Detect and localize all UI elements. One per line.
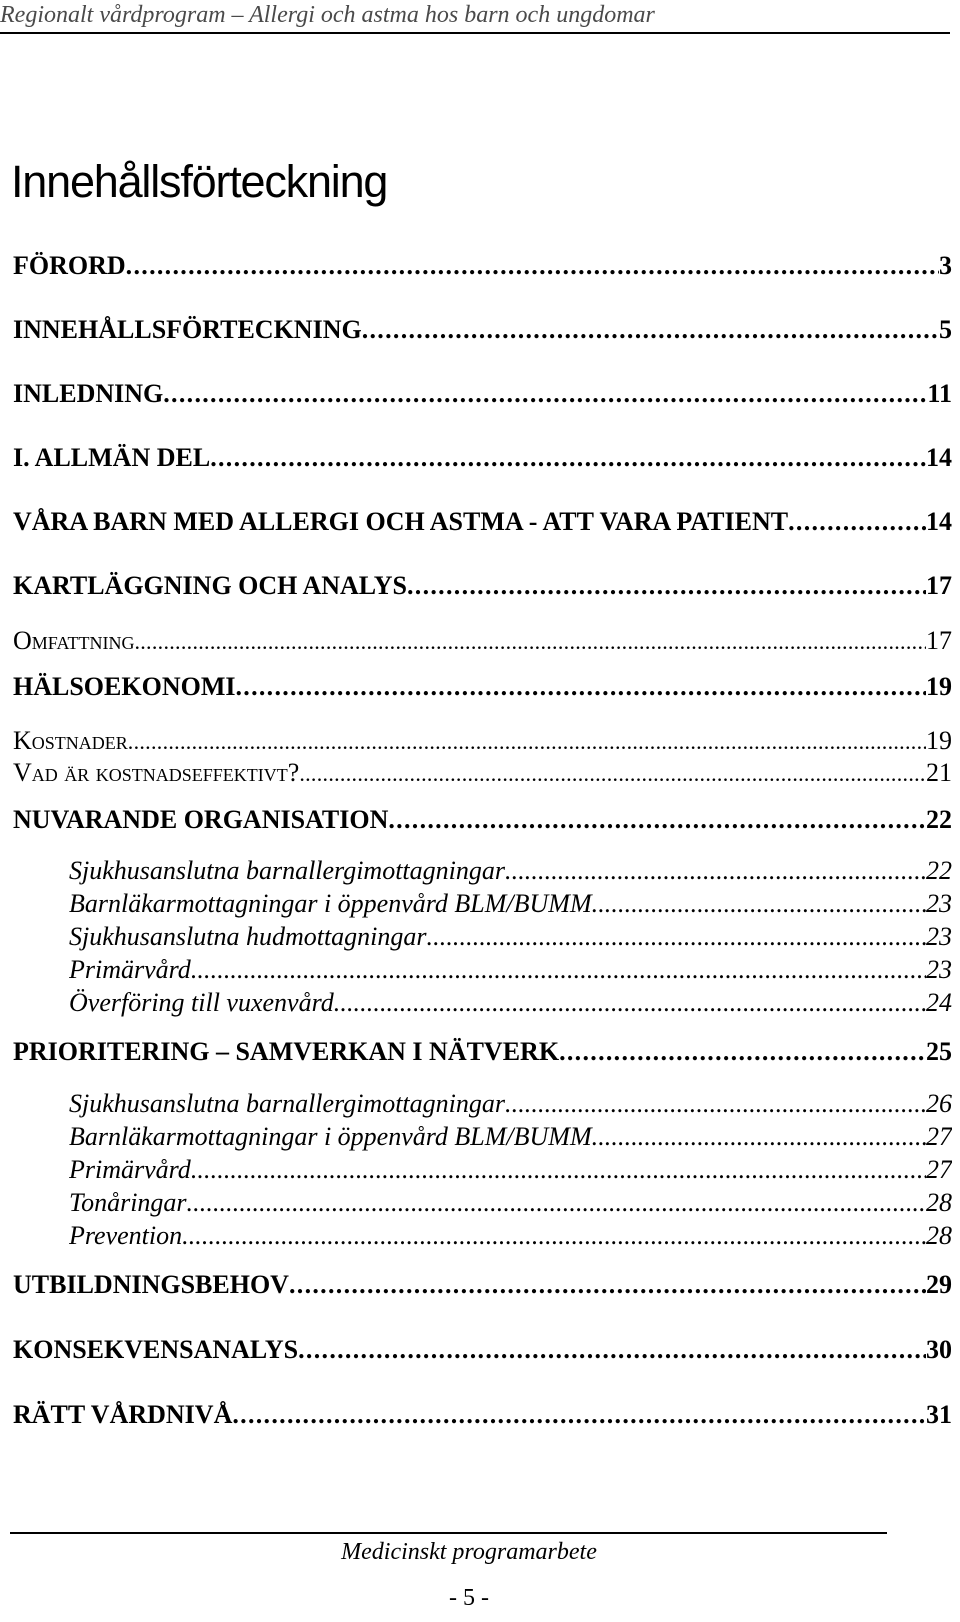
toc-entry-tonaringar[interactable] — [69, 1188, 952, 1221]
toc-entry-page: 24 — [926, 988, 952, 1017]
dot-leader — [362, 315, 939, 345]
footer-text: Medicinskt programarbete — [341, 1539, 597, 1565]
toc-entry-page: 31 — [926, 1400, 952, 1429]
page-title: Innehållsförteckning — [11, 156, 388, 207]
toc-entry-label: I. ALLMÄN DEL — [13, 443, 211, 472]
running-header — [0, 0, 950, 34]
toc-entry-label: RÄTT VÅRDNIVÅ — [13, 1400, 233, 1429]
toc-entry-overforing[interactable] — [69, 988, 952, 1021]
toc-entry-sjukhusanslutna-barnallergi-2[interactable] — [69, 1089, 952, 1122]
toc-entry-label: Tonåringar — [69, 1188, 187, 1217]
toc-entry-label: Vad är kostnadseffektivt? — [13, 758, 300, 787]
toc-entry-page: 23 — [926, 955, 952, 984]
toc-entry-label: Överföring till vuxenvård — [69, 988, 334, 1017]
toc-entry-label: NUVARANDE ORGANISATION — [13, 805, 389, 834]
toc-entry-allman-del[interactable] — [13, 443, 952, 477]
toc-entry-page: 21 — [926, 758, 952, 787]
toc-entry-page: 27 — [926, 1122, 952, 1151]
toc-entry-primarvard-2[interactable] — [69, 1155, 952, 1188]
toc-entry-kartlaggning[interactable] — [13, 571, 952, 605]
toc-entry-primarvard-1[interactable] — [69, 955, 952, 988]
toc-entry-label: HÄLSOEKONOMI — [13, 672, 236, 701]
toc-entry-page: 17 — [926, 626, 952, 655]
toc-entry-konsekvensanalys[interactable] — [13, 1335, 952, 1369]
dot-leader — [191, 955, 926, 985]
toc-entry-page: 14 — [926, 507, 952, 536]
toc-entry-page: 19 — [926, 672, 952, 701]
dot-leader — [788, 507, 926, 537]
toc-entry-page: 11 — [927, 379, 952, 408]
dot-leader — [134, 629, 926, 655]
toc-entry-label: Barnläkarmottagningar i öppenvård BLM/BUMM — [69, 1122, 592, 1151]
dot-leader — [182, 1221, 926, 1251]
dot-leader — [299, 761, 926, 787]
toc-entry-label: Sjukhusanslutna hudmottagningar — [69, 922, 427, 951]
toc-entry-label: Omfattning — [13, 626, 135, 655]
dot-leader — [235, 672, 926, 702]
toc-entry-page: 27 — [926, 1155, 952, 1184]
toc-entry-page: 14 — [926, 443, 952, 472]
toc-entry-label: Primärvård — [69, 1155, 191, 1184]
dot-leader — [427, 922, 926, 952]
toc-entry-page: 29 — [926, 1270, 952, 1299]
toc-entry-page: 28 — [926, 1188, 952, 1217]
toc-entry-utbildningsbehov[interactable] — [13, 1270, 952, 1304]
dot-leader — [334, 988, 926, 1018]
toc-entry-page: 30 — [926, 1335, 952, 1364]
dot-leader — [505, 1089, 926, 1119]
dot-leader — [232, 1400, 926, 1430]
dot-leader — [407, 571, 926, 601]
page-number: - 5 - — [449, 1585, 489, 1611]
toc-entry-page: 23 — [926, 889, 952, 918]
dot-leader — [126, 251, 939, 281]
toc-entry-halsoekonomi[interactable] — [13, 672, 952, 706]
dot-leader — [592, 1122, 926, 1152]
dot-leader — [187, 1188, 926, 1218]
dot-leader — [210, 443, 926, 473]
toc-entry-innehallsforteckning[interactable] — [13, 315, 952, 349]
toc-entry-label: Sjukhusanslutna barnallergimottagningar — [69, 856, 505, 885]
toc-entry-inledning[interactable] — [13, 379, 952, 413]
toc-entry-page: 19 — [926, 726, 952, 755]
toc-entry-label: Prevention — [69, 1221, 183, 1250]
dot-leader — [298, 1335, 926, 1365]
toc-entry-label: Barnläkarmottagningar i öppenvård BLM/BUMM — [69, 889, 592, 918]
toc-entry-prevention[interactable] — [69, 1221, 952, 1254]
toc-entry-prioritering[interactable] — [13, 1037, 952, 1071]
toc-entry-vara-barn[interactable] — [13, 507, 952, 541]
toc-entry-page: 25 — [926, 1037, 952, 1066]
toc-entry-barnlakarmottagningar-2[interactable] — [69, 1122, 952, 1155]
toc-entry-sjukhusanslutna-barnallergi-1[interactable] — [69, 856, 952, 889]
toc-entry-ratt-vardniva[interactable] — [13, 1400, 952, 1434]
toc-entry-nuvarande-organisation[interactable] — [13, 805, 952, 839]
dot-leader — [505, 856, 926, 886]
toc-entry-label: KARTLÄGGNING OCH ANALYS — [13, 571, 407, 600]
toc-entry-label: Sjukhusanslutna barnallergimottagningar — [69, 1089, 505, 1118]
dot-leader — [592, 889, 926, 919]
dot-leader — [559, 1037, 926, 1067]
toc-entry-label: KONSEKVENSANALYS — [13, 1335, 299, 1364]
dot-leader — [388, 805, 926, 835]
toc-entry-page: 5 — [939, 315, 952, 344]
toc-entry-page: 17 — [926, 571, 952, 600]
toc-entry-page: 26 — [926, 1089, 952, 1118]
running-header-text: Regionalt vårdprogram – Allergi och astma hos barn och ungdomar — [0, 2, 655, 28]
toc-entry-page: 22 — [926, 805, 952, 834]
toc-entry-kostnader[interactable] — [13, 726, 952, 756]
dot-leader — [163, 379, 927, 409]
toc-entry-label: VÅRA BARN MED ALLERGI OCH ASTMA - ATT VARA PATIENT — [13, 507, 789, 536]
dot-leader — [191, 1155, 926, 1185]
toc-entry-label: Primärvård — [69, 955, 191, 984]
toc-entry-kostnadseffektivt[interactable] — [13, 758, 952, 788]
toc-entry-page: 22 — [926, 856, 952, 885]
toc-entry-page: 28 — [926, 1221, 952, 1250]
toc-entry-hudmottagningar[interactable] — [69, 922, 952, 955]
toc-entry-label: Kostnader — [13, 726, 128, 755]
toc-entry-forord[interactable] — [13, 251, 952, 285]
dot-leader — [289, 1270, 926, 1300]
toc-entry-label: INNEHÅLLSFÖRTECKNING — [13, 315, 362, 344]
toc-entry-page: 3 — [939, 251, 952, 280]
toc-entry-label: UTBILDNINGSBEHOV — [13, 1270, 289, 1299]
toc-entry-label: FÖRORD — [13, 251, 126, 280]
toc-entry-omfattning[interactable] — [13, 626, 952, 656]
toc-entry-page: 23 — [926, 922, 952, 951]
toc-entry-label: INLEDNING — [13, 379, 164, 408]
dot-leader — [128, 729, 926, 755]
footer-divider — [10, 1532, 887, 1534]
toc-entry-label: PRIORITERING – SAMVERKAN I NÄTVERK — [13, 1037, 560, 1066]
toc-entry-barnlakarmottagningar-1[interactable] — [69, 889, 952, 922]
